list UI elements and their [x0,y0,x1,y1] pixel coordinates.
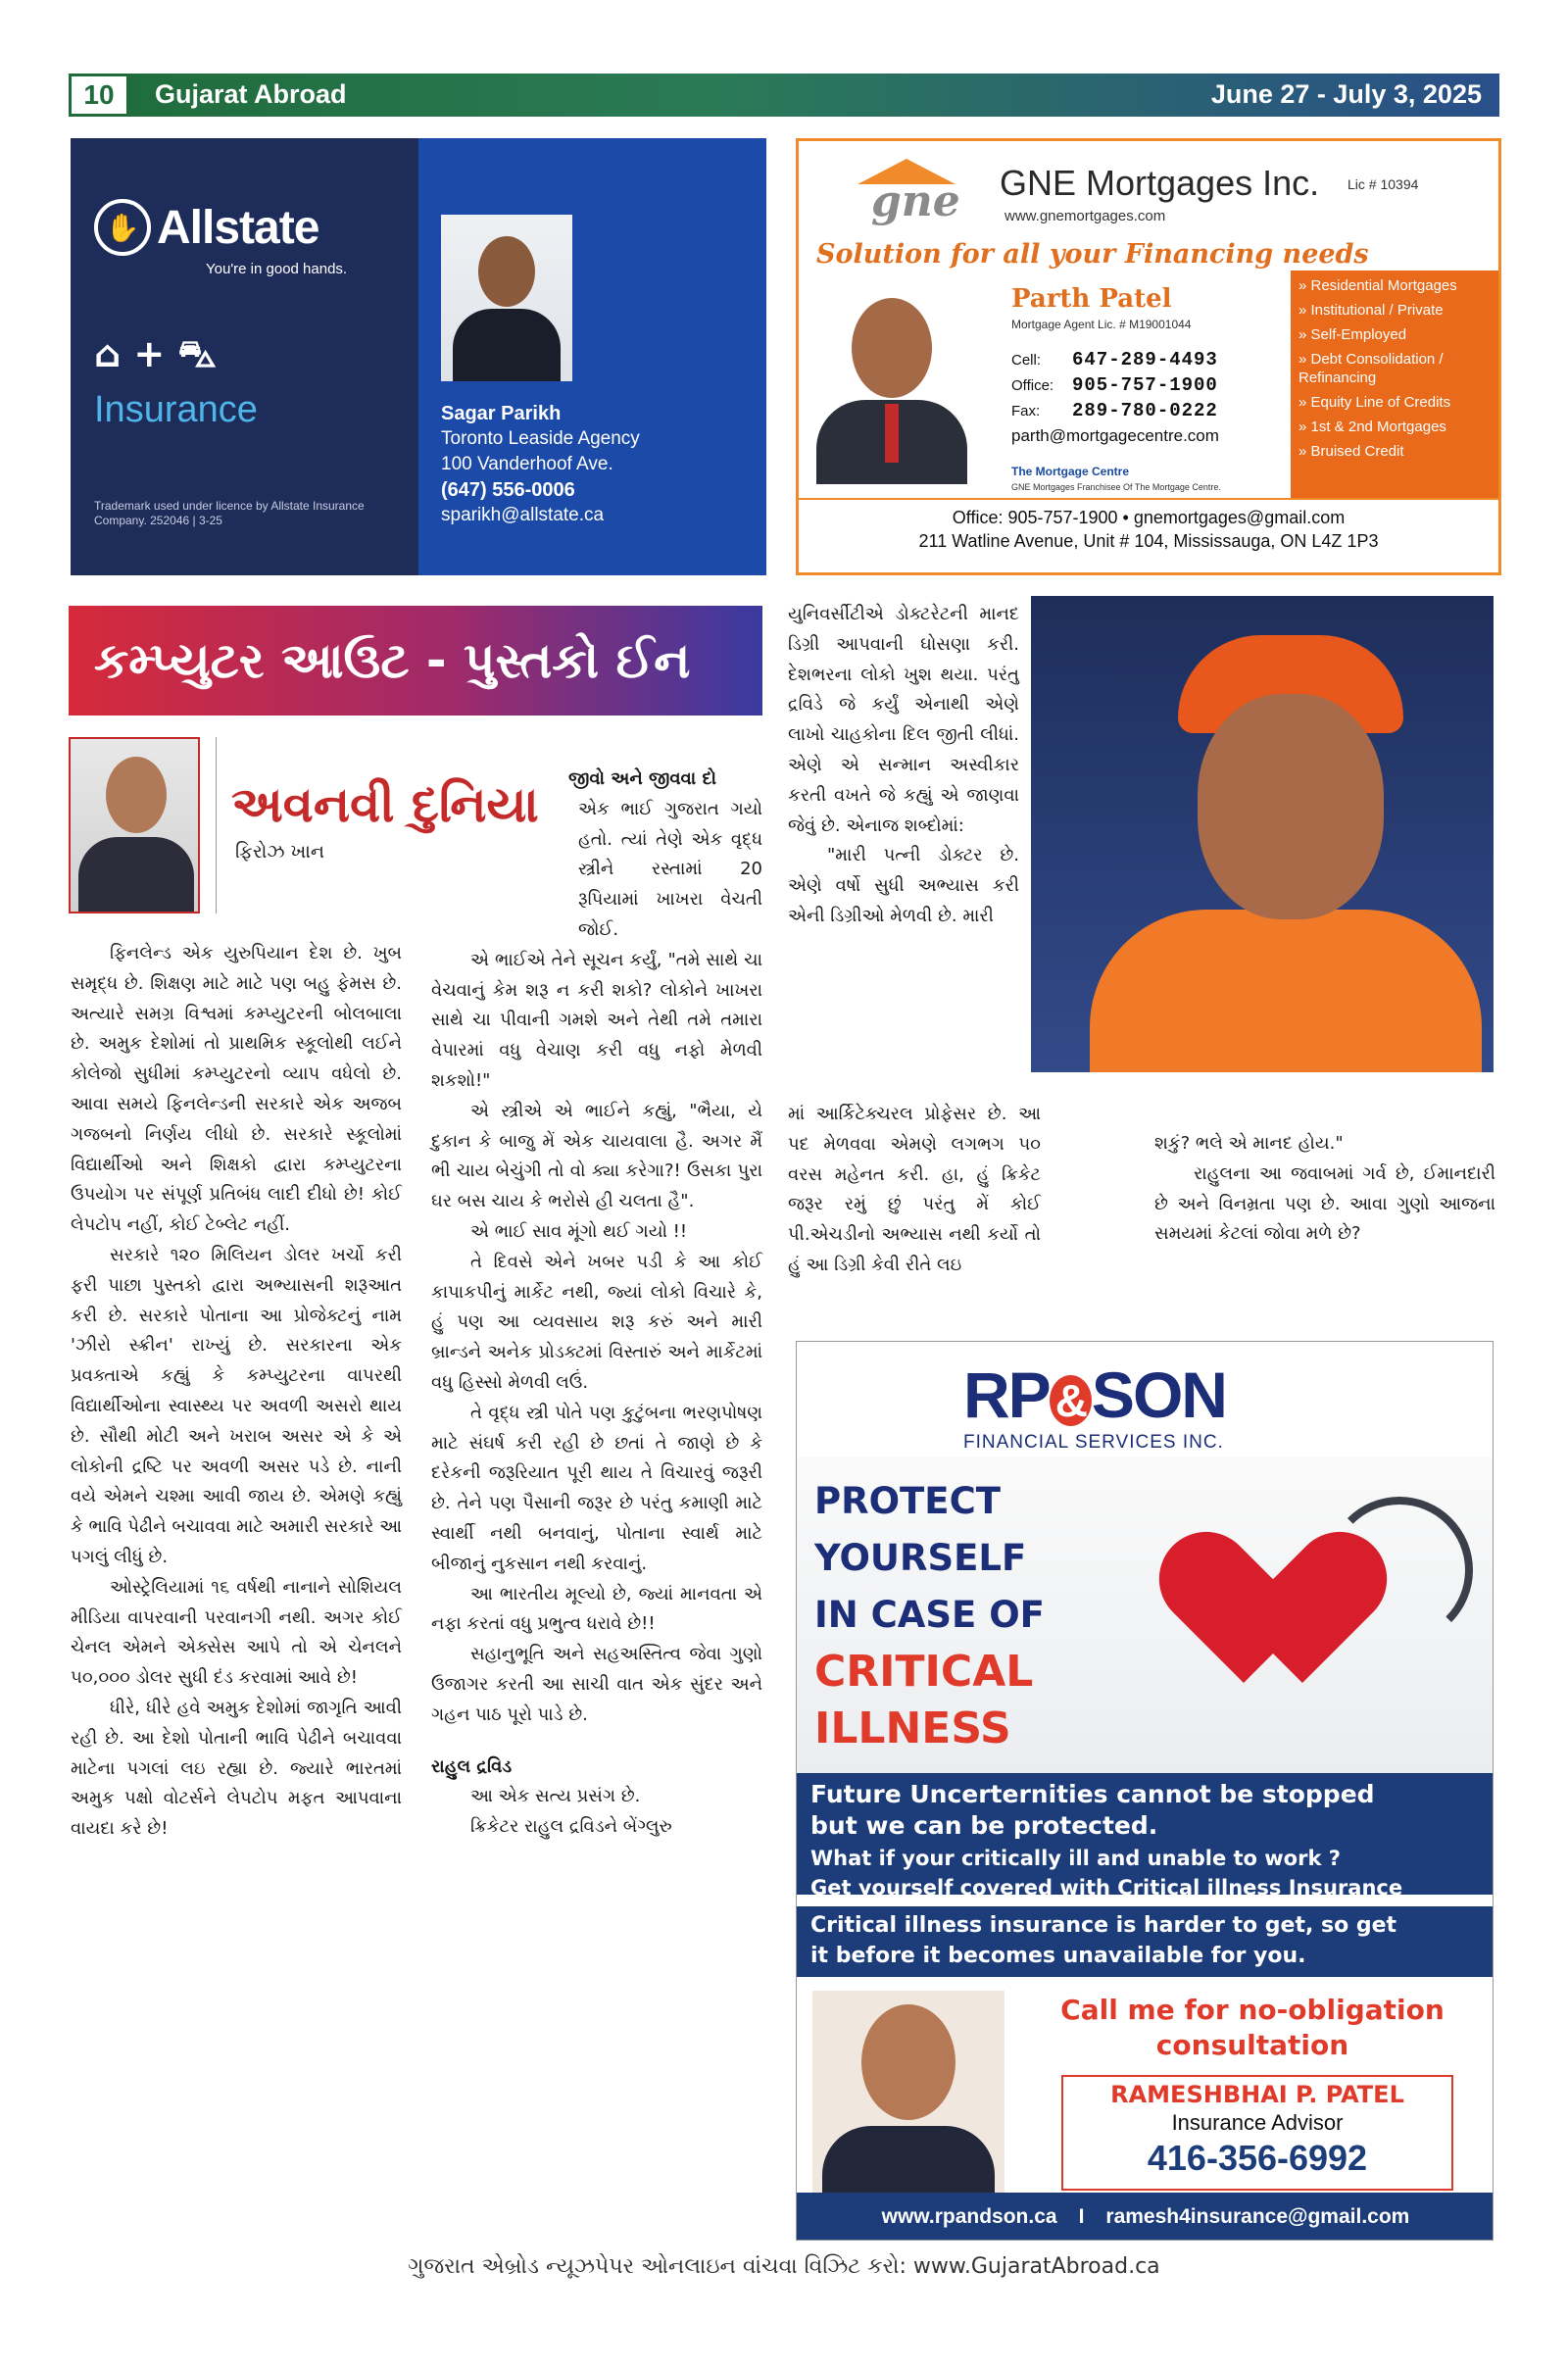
paragraph: ક્રિકેટર રાહુલ દ્રવિડને બેંગ્લુરુ [470,1816,672,1838]
agency-name: Toronto Leaside Agency [441,428,640,449]
rp-subtitle: FINANCIAL SERVICES INC. [963,1432,1224,1453]
gne-logo: gne [858,159,956,227]
rahul-dravid-photo [1031,596,1494,1072]
gne-slogan: Solution for all your Financing needs [816,239,1369,270]
allstate-contact [441,401,640,528]
gne-agent-role: Mortgage Agent Lic. # M19001044 [1011,318,1192,331]
subheading: જીવો અને જીવવા દો [568,768,717,789]
column-author: ફિરોઝ ખાન [235,841,325,863]
article-column-1 [71,939,402,1845]
advisor-title: Insurance Advisor [1171,2110,1344,2135]
allstate-logo [94,199,318,256]
gne-agent-photo [808,278,975,484]
agent-email[interactable]: sparikh@allstate.ca [441,505,605,525]
gne-services-list [1291,271,1501,498]
service-item: » Equity Line of Credits [1298,394,1451,411]
paragraph: આ એક સત્ય પ્રસંગ છે. [470,1786,641,1807]
paragraph: ફિનલેન્ડ એક યુરુપિયાન દેશ છે. ખુબ સમૃદ્ધ છે. શિક્ષણ માટે માટે પણ બહુ ફેમસ છે. અત્યારે સમગ્ર વિશ્વમાં કમ્પ્યુટરની બોલબાલા છે. અમુક દેશોમાં તો પ્રાથમિક સ્કૂલોથી લઈને કોલેજો સુધીમાં કમ્પ્યુટરનો વ્યાપ વધેલો છે. આવા સમયે ફિનલેન્ડની સરકારે એક અજબ ગજબનો નિર્ણય લીધો છે. સરકારે સ્કૂલોમાં વિદ્યાર્થીઓ અને શિક્ષકો દ્વારા કમ્પ્યુટરના ઉપયોગ પર સંપૂર્ણ પ્રતિબંધ લાદી દીધો છે! કોઈ લેપટોપ નહીં, કોઈ ટેબ્લેટ નહીં. [71,943,402,1236]
service-item: » 1st & 2nd Mortgages [1298,419,1446,435]
publication-name: Gujarat Abroad [155,79,347,109]
paragraph: સરકારે ૧૨૦ મિલિયન ડોલર ખર્ચો કરી ફરી પાછા પુસ્તકો દ્વારા અભ્યાસની શરૂઆત કરી છે. સરકારે પોતાના આ પ્રોજેક્ટનું નામ 'ઝીરો સ્ક્રીન' રાખ્યું છે. સરકારના એક પ્રવક્તાએ કહ્યું કે કમ્પ્યુટરના વાપરથી વિદ્યાર્થીઓના સ્વાસ્થ્ય પર અવળી અસરો થાય છે. સૌથી મોટી અને ખરાબ અસર એ કે એ લોકોની દ્રષ્ટિ પર અવળી અસર પડે છે. નાની વયે એમને ચશ્મા આવી જાય છે. એમણે કહ્યું કે ભાવિ પેઢીને બચાવવા માટે અમારી સરકારે આ પગલું લીધું છે. [71,1244,402,1567]
advisor-card [1061,2075,1453,2191]
paragraph: યુનિવર્સીટીએ ડોક્ટરેટની માનદ ડિગ્રી આપવાની ઘોસણા કરી. દેશભરના લોકો ખુશ થયા. પરંતુ દ્રવિડે જે કર્યું એનાથી એણે લાખો ચાહકોના દિલ જીતી લીધાં. એણે એ સન્માન અસ્વીકાર કરતી વખતે જે કહ્યું એ જાણવા જેવું છે. એનાજ શબ્દોમાં: [788,604,1019,836]
gne-fax: 289-780-0222 [1072,400,1218,421]
home-car-icon: ⌂ + ⛍ [94,332,217,375]
paragraph: રાહુલના આ જવાબમાં ગર્વ છે, ઈમાનદારી છે અને વિનમ્રતા પણ છે. આવા ગુણો આજના સમયમાં કેટલાં જોવા મળે છે? [1154,1162,1495,1245]
paragraph: માં આર્કિટેક્ચરલ પ્રોફેસર છે. આ પદ મેળવવા એમણે લગભગ ૫૦ વરસ મહેનત કરી. હા, હું ક્રિકેટ જરૂર રમું છું પરંતુ મેં કોઈ પી.એચડીનો અભ્યાસ નથી કર્યો તો હું આ ડિગ્રી કેવી રીતે લઇ [788,1104,1041,1275]
paragraph: એ સ્ત્રીએ એ ભાઈને કહ્યું, "ભૈયા, યે દુકાન કે બાજુ મેં એક ચાયવાલા હૈ. અગર મૈં ભી ચાય બેચુંગી તો વો ક્યા કરેગા?! ઉસકા પુરા ઘર બસ ચાય કે ભરોસે હી ચલતા હૈ". [431,1100,762,1212]
page-number: 10 [69,74,129,117]
allstate-wordmark: Allstate [157,201,319,254]
gne-franchise-note: GNE Mortgages Franchisee Of The Mortgage Centre. [1011,482,1221,492]
paragraph: એક ભાઈ ગુજરાત ગયો હતો. ત્યાં તેણે એક વૃદ્ધ સ્ત્રીને રસ્તામાં 20 રૂપિયામાં ખાખરા વેચતી જોઈ. [578,798,762,940]
paragraph: સહાનુભૂતિ અને સહઅસ્તિત્વ જેવા ગુણો ઉજાગર કરતી આ સાચી વાત એક સુંદર અને ગહન પાઠ પૂરો પાડે છે. [431,1644,762,1725]
column-divider [216,737,217,913]
service-item: » Residential Mortgages [1298,277,1457,294]
paragraph: તે વૃદ્ધ સ્ત્રી પોતે પણ કુટુંબના ભરણપોષણ માટે સંઘર્ષ કરી રહી છે છતાં તે જાણે છે કે દરેકની જરૂરિયાત પૂરી થાય તે વિચારવું જરૂરી છે. તેને પણ પૈસાની જરૂર છે પરંતુ કમાણી માટે સ્વાર્થી નથી બનવાનું, પોતાના સ્વાર્થ માટે બીજાનું નુકસાન નથી કરવાનું. [431,1402,762,1574]
good-hands-icon: ✋ [94,199,151,256]
issue-date: June 27 - July 3, 2025 [1210,79,1482,109]
rp-logo: RP &SON [963,1358,1226,1431]
gne-website[interactable]: www.gnemortgages.com [1004,208,1166,224]
service-item: » Institutional / Private [1298,302,1444,319]
agent-name: Sagar Parikh [441,403,562,424]
advisor-photo [812,1991,1004,2193]
gne-mortgages-ad[interactable] [796,138,1501,575]
page-header [69,74,1499,117]
allstate-tagline: You're in good hands. [206,261,348,277]
agent-phone[interactable]: (647) 556-0006 [441,479,575,501]
rp-headline: PROTECT YOURSELF IN CASE OF CRITICAL ILLNESS [814,1480,1045,1753]
agent-photo [441,215,572,381]
gne-office[interactable]: 905-757-1900 [1072,374,1218,396]
paragraph: ઓસ્ટ્રેલિયામાં ૧૬ વર્ષથી નાનાને સોશિયલ મીડિયા વાપરવાની પરવાનગી નથી. અગર કોઈ ચેનલ એમને એક્સેસ આપે તો એ ચેનલને ૫૦,૦૦૦ ડોલર સુધી દંડ કરવામાં આવે છે! [71,1576,402,1689]
advisor-name: RAMESHBHAI P. PATEL [1110,2081,1404,2108]
rp-son-ad[interactable] [796,1341,1494,2241]
gne-footer: Office: 905-757-1900 • gnemortgages@gmail.com 211 Watline Avenue, Unit # 104, Mississauga, ON L4Z 1P3 [799,498,1498,574]
rp-email[interactable]: ramesh4insurance@gmail.com [1105,2205,1410,2228]
mortgage-centre-logo: The Mortgage Centre [1011,465,1130,478]
rp-hero [797,1457,1494,1802]
agency-address: 100 Vanderhoof Ave. [441,454,613,474]
page-footer[interactable]: ગુજરાત એબ્રોડ ન્યૂઝપેપર ઓનલાઇન વાંચવા વિઝિટ કરો: www.GujaratAbroad.ca [408,2254,1160,2279]
separator: I [1078,2205,1085,2228]
article-column-4 [1154,1129,1495,1250]
gne-contact-rows: Cell: 647-289-4493 Office: 905-757-1900 Fax: 289-780-0222 parth@mortgagecentre.com [1011,347,1219,448]
rp-header [797,1342,1494,1457]
allstate-product: Insurance [94,389,258,430]
service-item: » Debt Consolidation / Refinancing [1298,351,1444,386]
allstate-ad[interactable] [71,138,766,575]
gne-agent-name: Parth Patel [1011,284,1172,314]
paragraph: એ ભાઈએ તેને સૂચન કર્યું, "તમે સાથે ચા વેચવાનું કેમ શરૂ ન કરી શકો? લોકોને ખાખરા સાથે ચા પીવાની ગમશે અને તેથી તમે તમારા વેપારમાં વધુ વેચાણ કરી વધુ નફો મેળવી શકશો!" [431,949,762,1091]
column-title: અવનવી દુનિયા [231,776,539,833]
article-banner: કમ્પ્યુટર આઉટ - પુસ્તકો ઈન [69,606,762,716]
quote: "મારી પત્ની ડોક્ટર છે. એણે વર્ષો સુધી અભ્યાસ કરી એની ડિગ્રીઓ મેળવી છે. મારી [788,845,1019,926]
gne-company-name: GNE Mortgages Inc. [1000,163,1320,203]
paragraph: તે દિવસે એને ખબર પડી કે આ કોઈ કાપાકપીનું માર્કેટ નથી, જ્યાં લોકો વિચારે કે, હું પણ આ વ્યવસાય શરૂ કરું અને મારી બ્રાન્ડને અનેક પ્રોડક્ટમાં વિસ્તારું અને માર્કેટમાં વધુ હિસ્સો મેળવી લઉં. [431,1251,762,1393]
gne-license: Lic # 10394 [1348,176,1419,192]
rp-footer [797,2193,1494,2241]
paragraph: શકું? ભલે એ માનદ હોય." [1154,1133,1344,1154]
service-item: » Self-Employed [1298,326,1407,343]
subheading: રાહુલ દ્રવિડ [431,1755,513,1777]
rp-questions: What if your critically ill and unable to work ? Get yourself covered with Critical illness Insurance [810,1847,1403,1900]
advisor-phone[interactable]: 416-356-6992 [1147,2138,1368,2178]
author-photo [69,737,200,913]
heart-icon [1208,1536,1375,1693]
gne-cell[interactable]: 647-289-4493 [1072,349,1218,370]
paragraph: આ ભારતીય મૂલ્યો છે, જ્યાં માનવતા એ નફા કરતાં વધુ પ્રભુત્વ ધરાવે છે!! [431,1583,762,1635]
rp-note: Critical illness insurance is harder to get, so get it before it becomes unavailable for you. [797,1906,1494,1977]
service-item: » Bruised Credit [1298,443,1404,460]
article-column-2 [431,765,762,1843]
rp-website[interactable]: www.rpandson.ca [881,2205,1057,2228]
article-column-3-continued [788,1100,1041,1281]
allstate-trademark: Trademark used under licence by Allstate Insurance Company. 252046 | 3-25 [94,499,365,527]
paragraph: ધીરે, ધીરે હવે અમુક દેશોમાં જાગૃતિ આવી રહી છે. આ દેશો પોતાની ભાવિ પેઢીને બચાવવા માટેના પગલાં લઇ રહ્યા છે. જ્યારે ભારતમાં અમુક પક્ષો વોટર્સને લેપટોપ મફત આપવાના વાયદા કરે છે! [71,1697,402,1840]
rp-banner: Future Uncerternities cannot be stopped but we can be protected. [797,1773,1494,1895]
gne-email[interactable]: parth@mortgagecentre.com [1011,426,1219,445]
rp-call-to-action: Call me for no-obligation consultation [1060,1994,1445,2061]
paragraph: એ ભાઈ સાવ મૂંગો થઈ ગયો !! [470,1220,688,1242]
article-column-3 [788,600,1019,932]
